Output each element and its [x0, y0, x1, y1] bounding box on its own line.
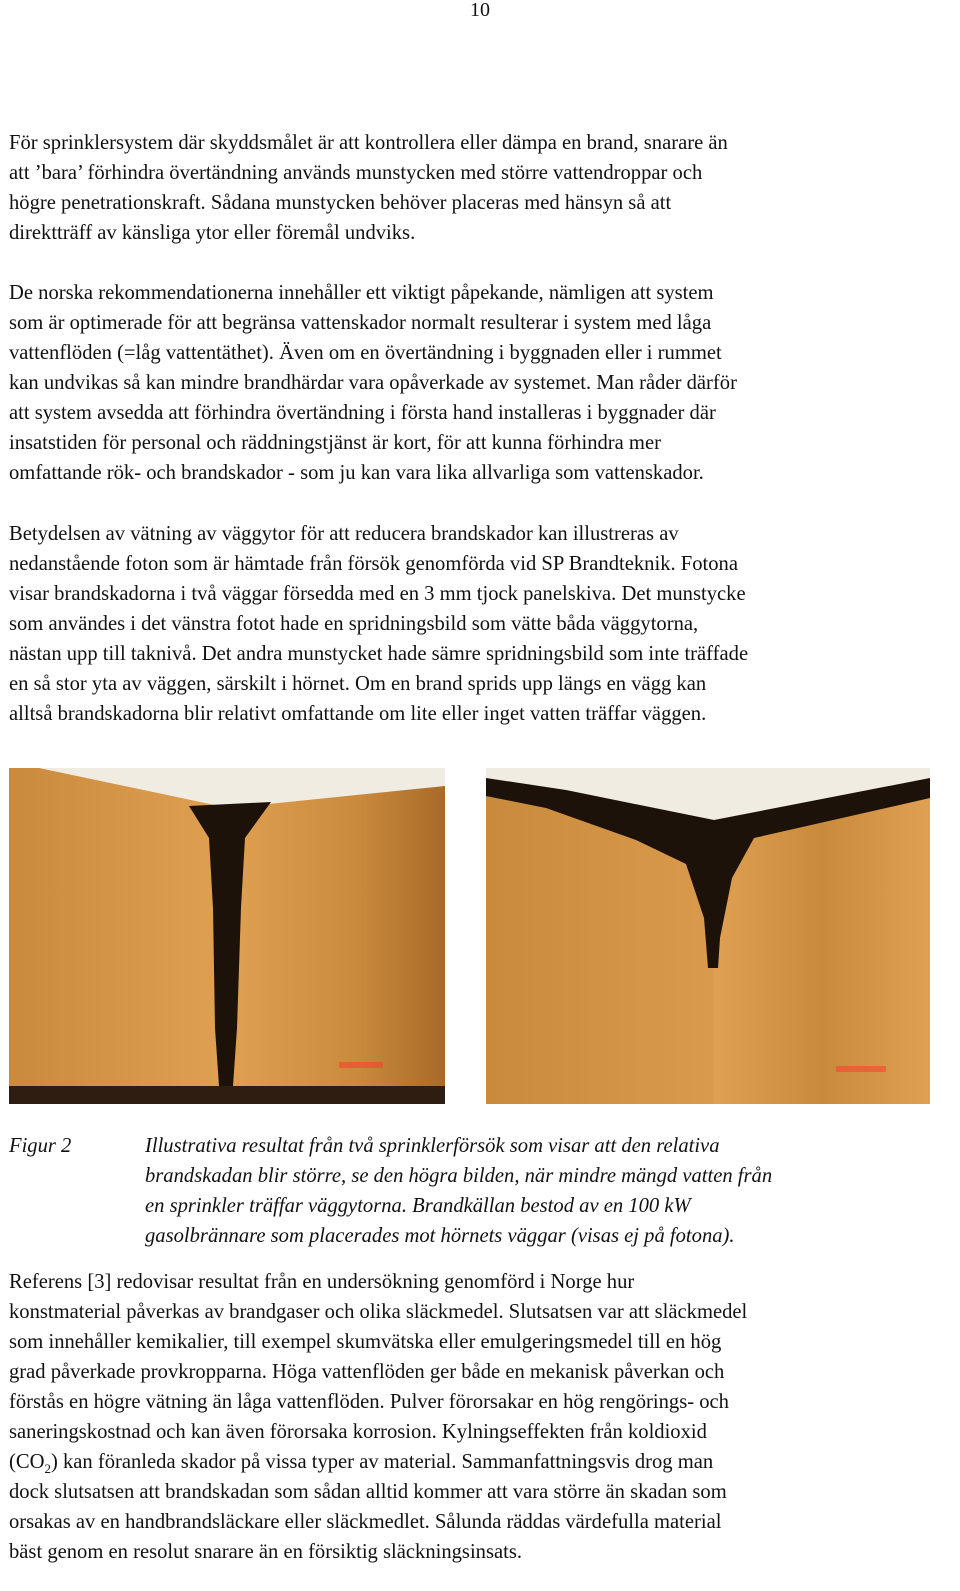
text-line-co2	[9, 1447, 954, 1477]
text-line: alltså brandskadorna blir relativt omfattande om lite eller inget vatten träffar väggen.	[9, 703, 707, 725]
caption-line: Illustrativa resultat från två sprinklerförsök som visar att den relativa	[145, 1135, 720, 1157]
photo-left-corner	[9, 768, 445, 1104]
photo-right-illustration	[486, 768, 930, 1104]
text-line: För sprinklersystem där skyddsmålet är att kontrollera eller dämpa en brand, snarare än	[9, 132, 728, 154]
text-line: vattenflöden (=låg vattentäthet). Även om en övertändning i byggnaden eller i rummet	[9, 342, 722, 364]
text-line: De norska rekommendationerna innehåller ett viktigt påpekande, nämligen att system	[9, 282, 714, 304]
text-line: omfattande rök- och brandskador - som ju kan vara lika allvarliga som vattenskador.	[9, 462, 704, 484]
text-line: att ’bara’ förhindra övertändning används munstycken med större vattendroppar och	[9, 162, 703, 184]
date-stamp	[339, 1062, 383, 1068]
text-line: högre penetrationskraft. Sådana munstycken behöver placeras med hänsyn så att	[9, 192, 672, 214]
text-line: Betydelsen av vätning av väggytor för att reducera brandskador kan illustreras av	[9, 523, 679, 545]
figure-label: Figur 2	[9, 1135, 72, 1157]
text-line: som innehåller kemikalier, till exempel skumvätska eller emulgeringsmedel till en hög	[9, 1331, 722, 1353]
text-line: visar brandskadorna i två väggar försedda med en 3 mm tjock panelskiva. Det munstycke	[9, 583, 746, 605]
text-line: som användes i det vänstra fotot hade en spridningsbild som vätte båda väggytorna,	[9, 613, 699, 635]
page-number: 10	[470, 0, 490, 21]
text-line: saneringskostnad och kan även förorsaka korrosion. Kylningseffekten från koldioxid	[9, 1421, 707, 1443]
text-line: konstmaterial påverkas av brandgaser och olika släckmedel. Slutsatsen var att släckmedel	[9, 1301, 748, 1323]
text-line: bäst genom en resolut snarare än en försiktig släckningsinsats.	[9, 1541, 523, 1563]
text-line: kan undvikas så kan mindre brandhärdar vara opåverkade av systemet. Man råder därför	[9, 372, 737, 394]
figure-caption	[145, 1131, 957, 1251]
paragraph-norwegian-recommendations	[9, 278, 954, 488]
text-line: insatstiden för personal och räddningstjänst är kort, för att kunna förhindra mer	[9, 432, 661, 454]
photo-left-illustration	[9, 768, 445, 1104]
text-line: orsakas av en handbrandsläckare eller släckmedlet. Sålunda räddas värdefulla material	[9, 1511, 722, 1533]
wall-right	[229, 768, 445, 1104]
text-line: direktträff av känsliga ytor eller föremål undviks.	[9, 222, 416, 244]
date-stamp	[836, 1066, 886, 1072]
text-line: nästan upp till taknivå. Det andra munstycket hade sämre spridningsbild som inte träffade	[9, 643, 749, 665]
caption-line: gasolbrännare som placerades mot hörnets väggar (visas ej på fotona).	[145, 1225, 735, 1247]
paragraph-reference-3	[9, 1267, 954, 1567]
co2-subscript: 2	[44, 1461, 51, 1477]
co2-open: (CO	[9, 1451, 45, 1473]
caption-line: brandskadan blir större, se den högra bilden, när mindre mängd vatten från	[145, 1165, 773, 1187]
text-line: Referens [3] redovisar resultat från en undersökning genomförd i Norge hur	[9, 1271, 635, 1293]
floor	[9, 1086, 445, 1104]
caption-line: en sprinkler träffar väggytorna. Brandkällan bestod av en 100 kW	[145, 1195, 691, 1217]
paragraph-wall-wetting	[9, 519, 954, 729]
text-line: nedanstående foton som är hämtade från försök genomförda vid SP Brandteknik. Fotona	[9, 553, 738, 575]
co2-rest: ) kan föranleda skador på vissa typer av material. Sammanfattningsvis drog man	[50, 1451, 714, 1473]
text-line: dock slutsatsen att brandskadan som sådan alltid kommer att vara större än skadan som	[9, 1481, 727, 1503]
paragraph-sprinkler-nozzles	[9, 128, 954, 248]
text-line: som är optimerade för att begränsa vattenskador normalt resulterar i system med låga	[9, 312, 712, 334]
text-line: förstås en högre vätning än låga vattenflöden. Pulver förorsakar en hög rengörings- och	[9, 1391, 729, 1413]
text-line: att system avsedda att förhindra övertändning i första hand installeras i byggnader där	[9, 402, 716, 424]
photo-right-corner	[486, 768, 930, 1104]
text-line: grad påverkade provkropparna. Höga vattenflöden ger både en mekanisk påverkan och	[9, 1361, 725, 1383]
text-line: en så stor yta av väggen, särskilt i hörnet. Om en brand sprids upp längs en vägg kan	[9, 673, 707, 695]
